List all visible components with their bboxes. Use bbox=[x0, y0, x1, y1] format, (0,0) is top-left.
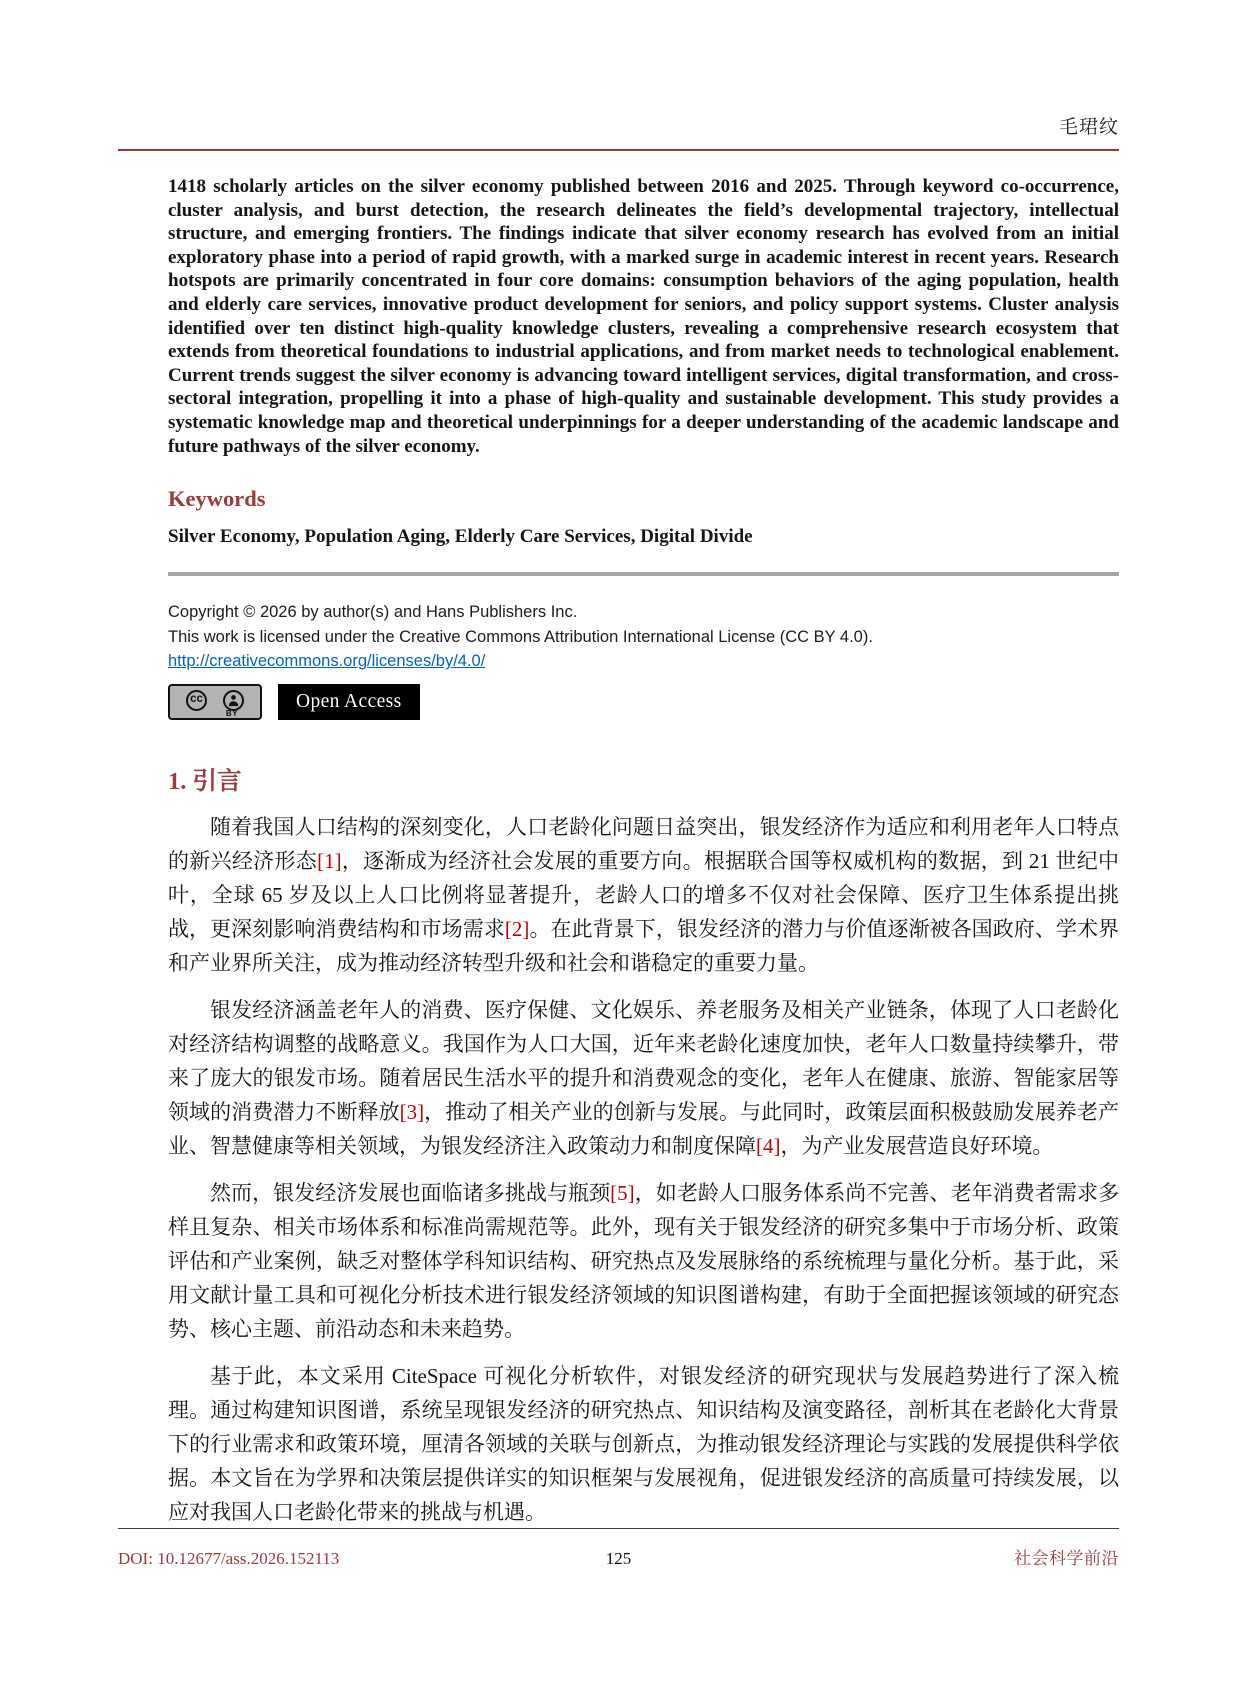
keywords-divider bbox=[168, 572, 1119, 576]
license-line: This work is licensed under the Creative Commons Attribution International License (CC BY 4.0). bbox=[168, 627, 873, 646]
person-icon bbox=[223, 690, 244, 711]
license-link[interactable]: http://creativecommons.org/licenses/by/4.0/ bbox=[168, 652, 486, 671]
copyright-line: Copyright © 2026 by author(s) and Hans Publishers Inc. bbox=[168, 603, 578, 622]
footer-doi: DOI: 10.12677/ass.2026.152113 bbox=[118, 1549, 340, 1568]
citation-ref[interactable]: [4] bbox=[756, 1133, 781, 1158]
body-text: ，为产业发展营造良好环境。 bbox=[780, 1133, 1054, 1158]
body-paragraph bbox=[168, 993, 1119, 1163]
section-paragraphs bbox=[168, 810, 1119, 1529]
open-access-badge: Open Access bbox=[278, 684, 420, 720]
citation-ref[interactable]: [5] bbox=[610, 1180, 635, 1205]
body-text: 随着我国人口结构的深刻变化，人口老龄化问题日益突出，银发经济作为适应和利用老年人口特点的新兴经济形态 bbox=[168, 814, 1119, 873]
body-paragraph bbox=[168, 810, 1119, 980]
badges-row bbox=[168, 684, 1119, 720]
body-text: 银发经济涵盖老年人的消费、医疗保健、文化娱乐、养老服务及相关产业链条，体现了人口老龄化对经济结构调整的战略意义。我国作为人口大国，近年来老龄化速度加快，老年人口数量持续攀升，带来了庞大的银发市场。随着居民生活水平的提升和消费观念的变化，老年人在健康、旅游、智能家居等领域的消费潜力不断释放 bbox=[168, 997, 1119, 1124]
body-text: ，如老龄人口服务体系尚不完善、老年消费者需求多样且复杂、相关市场体系和标准尚需规范等。此外，现有关于银发经济的研究多集中于市场分析、政策评估和产业案例，缺乏对整体学科知识结构、研究热点及发展脉络的系统梳理与量化分析。基于此，采用文献计量工具和可视化分析技术进行银发经济领域的知识图谱构建，有助于全面把握该领域的研究态势、核心主题、前沿动态和未来趋势。 bbox=[168, 1180, 1120, 1341]
keywords-text: Silver Economy, Population Aging, Elderly Care Services, Digital Divide bbox=[168, 526, 753, 548]
citation-ref[interactable]: [3] bbox=[399, 1099, 425, 1124]
license-link-line bbox=[168, 649, 1119, 674]
body-text: ，推动了相关产业的创新与发展。与此同时，政策层面积极鼓励发展养老产业、智慧健康等相关领域，为银发经济注入政策动力和制度保障 bbox=[168, 1099, 1119, 1158]
footer bbox=[118, 1544, 1119, 1569]
page-content bbox=[118, 0, 1119, 1529]
section-heading: 1. 引言 bbox=[168, 767, 242, 795]
author-name: 毛珺纹 bbox=[1058, 117, 1119, 138]
body-text: 然而，银发经济发展也面临诸多挑战与瓶颈 bbox=[210, 1180, 611, 1205]
footer-page-number: 125 bbox=[605, 1549, 632, 1568]
abstract-paragraph: 1418 scholarly articles on the silver economy published between 2016 and 2025. Through keyword co-occurrence, cluster analysis, and burst detection, the research delineates the field’s developmental trajectory, intellectual structure, and emerging frontiers. The findings indicate that silver economy research has evolved from an initial exploratory phase into a period of rapid growth, with a marked surge in academic interest in recent years. Research hotspots are primarily concentrated in four core domains: consumption behaviors of the aging population, health and elderly care services, innovative product development for seniors, and policy support systems. Cluster analysis identified over ten distinct high-quality knowledge clusters, revealing a comprehensive research ecosystem that extends from theoretical foundations to industrial applications, and from market needs to technological enablement. Current trends suggest the silver economy is advancing toward intelligent services, digital transformation, and cross-sectoral integration, propelling it into a phase of high-quality and sustainable development. This study provides a systematic knowledge map and theoretical underpinnings for a deeper understanding of the academic landscape and future pathways of the silver economy. bbox=[168, 176, 1119, 457]
cc-by-label: BY bbox=[225, 708, 238, 718]
header-rule bbox=[118, 149, 1119, 151]
license-block bbox=[168, 600, 1119, 674]
citation-ref[interactable]: [1] bbox=[317, 848, 342, 873]
body-paragraph bbox=[168, 1176, 1119, 1346]
keywords-heading: Keywords bbox=[168, 486, 266, 512]
cc-by-badge[interactable] bbox=[168, 684, 262, 720]
body-text: 基于此，本文采用 CiteSpace 可视化分析软件，对银发经济的研究现状与发展趋势进行了深入梳理。通过构建知识图谱，系统呈现银发经济的研究热点、知识结构及演变路径，剖析其在老龄化大背景下的行业需求和政策环境，厘清各领域的关联与创新点，为推动银发经济理论与实践的发展提供科学依据。本文旨在为学界和决策层提供详实的知识框架与发展视角，促进银发经济的高质量可持续发展，以应对我国人口老龄化带来的挑战与机遇。 bbox=[168, 1363, 1119, 1524]
citation-ref[interactable]: [2] bbox=[504, 916, 530, 941]
body-paragraph bbox=[168, 1359, 1119, 1529]
body-text: 。在此背景下，银发经济的潜力与价值逐渐被各国政府、学术界和产业界所关注，成为推动经济转型升级和社会和谐稳定的重要力量。 bbox=[168, 916, 1120, 975]
cc-icon: cc bbox=[186, 690, 207, 711]
footer-rule bbox=[118, 1528, 1119, 1529]
body-text: ，逐渐成为经济社会发展的重要方向。根据联合国等权威机构的数据，到 21 世纪中叶，全球 65 岁及以上人口比例将显著提升，老龄人口的增多不仅对社会保障、医疗卫生体系提出挑战，更深刻影响消费结构和市场需求 bbox=[168, 848, 1120, 941]
footer-journal-title: 社会科学前沿 bbox=[1014, 1549, 1119, 1568]
